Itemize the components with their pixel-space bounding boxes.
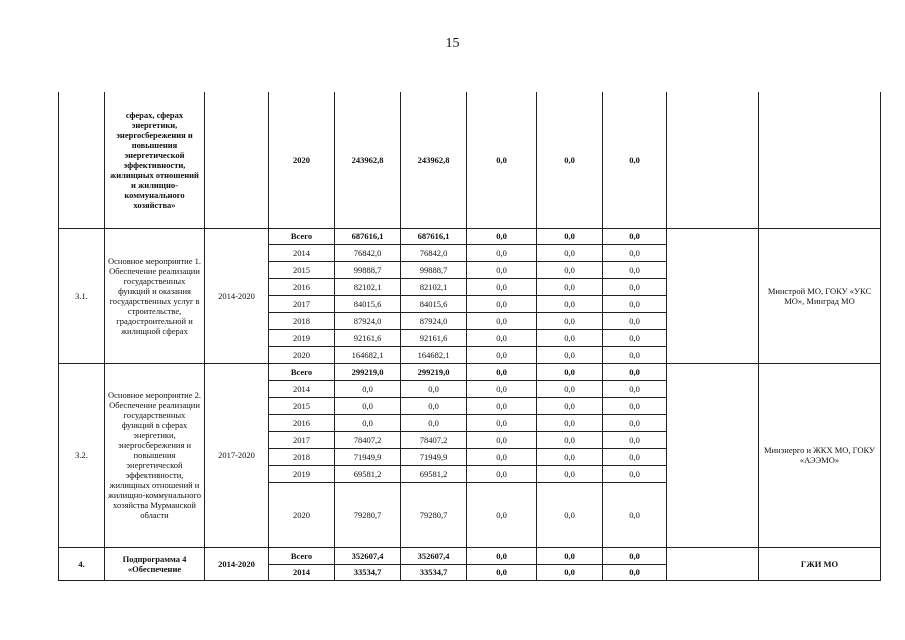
value-cell: 0,0 xyxy=(401,380,467,397)
value-cell: 87924,0 xyxy=(401,312,467,329)
value-cell: 0,0 xyxy=(603,312,667,329)
value-cell: 0,0 xyxy=(603,547,667,564)
value-cell: 0,0 xyxy=(603,380,667,397)
year-cell: Всего xyxy=(269,547,335,564)
year-cell: 2017 xyxy=(269,431,335,448)
value-cell: 0,0 xyxy=(537,564,603,580)
empty-cell xyxy=(667,228,759,363)
value-cell: 0,0 xyxy=(467,261,537,278)
measure-number: 4. xyxy=(59,547,105,580)
value-cell: 352607,4 xyxy=(401,547,467,564)
total-cell: 243962,8 xyxy=(335,92,401,228)
executor-cell xyxy=(759,92,881,228)
measure-description: Основное мероприятие 2. Обеспечение реализации государственных функций в сферах энергетики, энергосбережения и повышения энергетической эффективности, жилищных отношений и жилищно-коммунального хозяйства Мурманской области xyxy=(105,363,205,547)
value-cell: 69581,2 xyxy=(401,465,467,482)
table-row xyxy=(59,228,881,244)
total-cell: 299219,0 xyxy=(335,363,401,380)
value-cell: 0,0 xyxy=(603,465,667,482)
value-cell: 0,0 xyxy=(603,244,667,261)
total-cell: 84015,6 xyxy=(335,295,401,312)
year-cell: Всего xyxy=(269,363,335,380)
value-cell: 0,0 xyxy=(401,414,467,431)
page-number: 15 xyxy=(445,36,460,51)
value-cell: 243962,8 xyxy=(401,92,467,228)
value-cell: 0,0 xyxy=(467,547,537,564)
value-cell: 0,0 xyxy=(603,278,667,295)
total-cell: 69581,2 xyxy=(335,465,401,482)
total-cell: 0,0 xyxy=(335,414,401,431)
period-cell xyxy=(205,92,269,228)
value-cell: 0,0 xyxy=(603,397,667,414)
value-cell: 0,0 xyxy=(537,228,603,244)
year-cell: 2016 xyxy=(269,278,335,295)
value-cell: 0,0 xyxy=(467,431,537,448)
year-cell: 2020 xyxy=(269,92,335,228)
value-cell: 33534,7 xyxy=(401,564,467,580)
value-cell: 0,0 xyxy=(467,244,537,261)
value-cell: 0,0 xyxy=(537,397,603,414)
year-cell: 2019 xyxy=(269,465,335,482)
value-cell: 0,0 xyxy=(537,414,603,431)
value-cell: 0,0 xyxy=(537,465,603,482)
total-cell: 82102,1 xyxy=(335,278,401,295)
value-cell: 0,0 xyxy=(603,228,667,244)
year-cell: 2018 xyxy=(269,312,335,329)
value-cell: 0,0 xyxy=(537,329,603,346)
empty-cell xyxy=(667,547,759,580)
total-cell: 0,0 xyxy=(335,397,401,414)
year-cell: 2020 xyxy=(269,346,335,363)
value-cell: 0,0 xyxy=(467,482,537,547)
value-cell: 0,0 xyxy=(537,448,603,465)
total-cell: 87924,0 xyxy=(335,312,401,329)
value-cell: 0,0 xyxy=(467,414,537,431)
period-cell: 2014-2020 xyxy=(205,547,269,580)
value-cell: 0,0 xyxy=(603,431,667,448)
value-cell: 299219,0 xyxy=(401,363,467,380)
table-row xyxy=(59,363,881,380)
total-cell: 33534,7 xyxy=(335,564,401,580)
value-cell: 687616,1 xyxy=(401,228,467,244)
value-cell: 71949,9 xyxy=(401,448,467,465)
value-cell: 0,0 xyxy=(603,482,667,547)
measure-description: Основное мероприятие 1. Обеспечение реализации государственных функций и оказания государственных услуг в строительстве, градостроительной и жилищной сферах xyxy=(105,228,205,363)
value-cell: 79280,7 xyxy=(401,482,467,547)
value-cell: 0,0 xyxy=(603,92,667,228)
value-cell: 0,0 xyxy=(401,397,467,414)
year-cell: 2019 xyxy=(269,329,335,346)
year-cell: 2014 xyxy=(269,380,335,397)
num-cell xyxy=(59,92,105,228)
empty-cell xyxy=(667,92,759,228)
value-cell: 0,0 xyxy=(537,278,603,295)
value-cell: 0,0 xyxy=(603,448,667,465)
value-cell: 0,0 xyxy=(537,363,603,380)
value-cell: 0,0 xyxy=(467,363,537,380)
year-cell: 2014 xyxy=(269,564,335,580)
total-cell: 352607,4 xyxy=(335,547,401,564)
value-cell: 0,0 xyxy=(467,278,537,295)
value-cell: 0,0 xyxy=(537,92,603,228)
value-cell: 0,0 xyxy=(537,312,603,329)
value-cell: 0,0 xyxy=(467,564,537,580)
executor-cell: ГЖИ МО xyxy=(759,547,881,580)
value-cell: 0,0 xyxy=(537,346,603,363)
value-cell: 82102,1 xyxy=(401,278,467,295)
total-cell: 164682,1 xyxy=(335,346,401,363)
value-cell: 0,0 xyxy=(603,363,667,380)
value-cell: 0,0 xyxy=(467,397,537,414)
total-cell: 92161,6 xyxy=(335,329,401,346)
value-cell: 0,0 xyxy=(467,92,537,228)
year-cell: 2016 xyxy=(269,414,335,431)
total-cell: 78407,2 xyxy=(335,431,401,448)
total-cell: 687616,1 xyxy=(335,228,401,244)
value-cell: 0,0 xyxy=(603,329,667,346)
value-cell: 0,0 xyxy=(603,295,667,312)
value-cell: 0,0 xyxy=(467,329,537,346)
value-cell: 0,0 xyxy=(537,482,603,547)
table-row xyxy=(59,547,881,564)
value-cell: 0,0 xyxy=(537,547,603,564)
value-cell: 0,0 xyxy=(537,244,603,261)
value-cell: 0,0 xyxy=(467,380,537,397)
total-cell: 99888,7 xyxy=(335,261,401,278)
empty-cell xyxy=(667,363,759,547)
year-cell: 2014 xyxy=(269,244,335,261)
value-cell: 0,0 xyxy=(467,312,537,329)
value-cell: 76842,0 xyxy=(401,244,467,261)
value-cell: 0,0 xyxy=(467,448,537,465)
value-cell: 0,0 xyxy=(537,380,603,397)
value-cell: 0,0 xyxy=(467,295,537,312)
year-cell: Всего xyxy=(269,228,335,244)
value-cell: 0,0 xyxy=(603,414,667,431)
measure-description: Подпрограмма 4 «Обеспечение xyxy=(105,547,205,580)
budget-table xyxy=(58,92,881,581)
year-cell: 2018 xyxy=(269,448,335,465)
executor-cell: Минстрой МО, ГОКУ «УКС МО», Минград МО xyxy=(759,228,881,363)
total-cell: 76842,0 xyxy=(335,244,401,261)
period-cell: 2017-2020 xyxy=(205,363,269,547)
value-cell: 0,0 xyxy=(537,295,603,312)
value-cell: 0,0 xyxy=(467,346,537,363)
value-cell: 0,0 xyxy=(537,261,603,278)
year-cell: 2015 xyxy=(269,397,335,414)
year-cell: 2020 xyxy=(269,482,335,547)
period-cell: 2014-2020 xyxy=(205,228,269,363)
total-cell: 0,0 xyxy=(335,380,401,397)
table-row xyxy=(59,92,881,228)
value-cell: 0,0 xyxy=(537,431,603,448)
value-cell: 78407,2 xyxy=(401,431,467,448)
value-cell: 164682,1 xyxy=(401,346,467,363)
value-cell: 0,0 xyxy=(603,346,667,363)
measure-number: 3.2. xyxy=(59,363,105,547)
value-cell: 99888,7 xyxy=(401,261,467,278)
measure-description: сферах, сферах энергетики, энергосбережения и повышения энергетической эффективности, жилищных отношений и жилищно-коммунального хозяйства» xyxy=(105,92,205,228)
value-cell: 92161,6 xyxy=(401,329,467,346)
executor-cell: Минэнерго и ЖКХ МО, ГОКУ «АЭЭМО» xyxy=(759,363,881,547)
value-cell: 84015,6 xyxy=(401,295,467,312)
total-cell: 79280,7 xyxy=(335,482,401,547)
value-cell: 0,0 xyxy=(467,465,537,482)
total-cell: 71949,9 xyxy=(335,448,401,465)
measure-number: 3.1. xyxy=(59,228,105,363)
value-cell: 0,0 xyxy=(467,228,537,244)
value-cell: 0,0 xyxy=(603,261,667,278)
year-cell: 2015 xyxy=(269,261,335,278)
year-cell: 2017 xyxy=(269,295,335,312)
value-cell: 0,0 xyxy=(603,564,667,580)
